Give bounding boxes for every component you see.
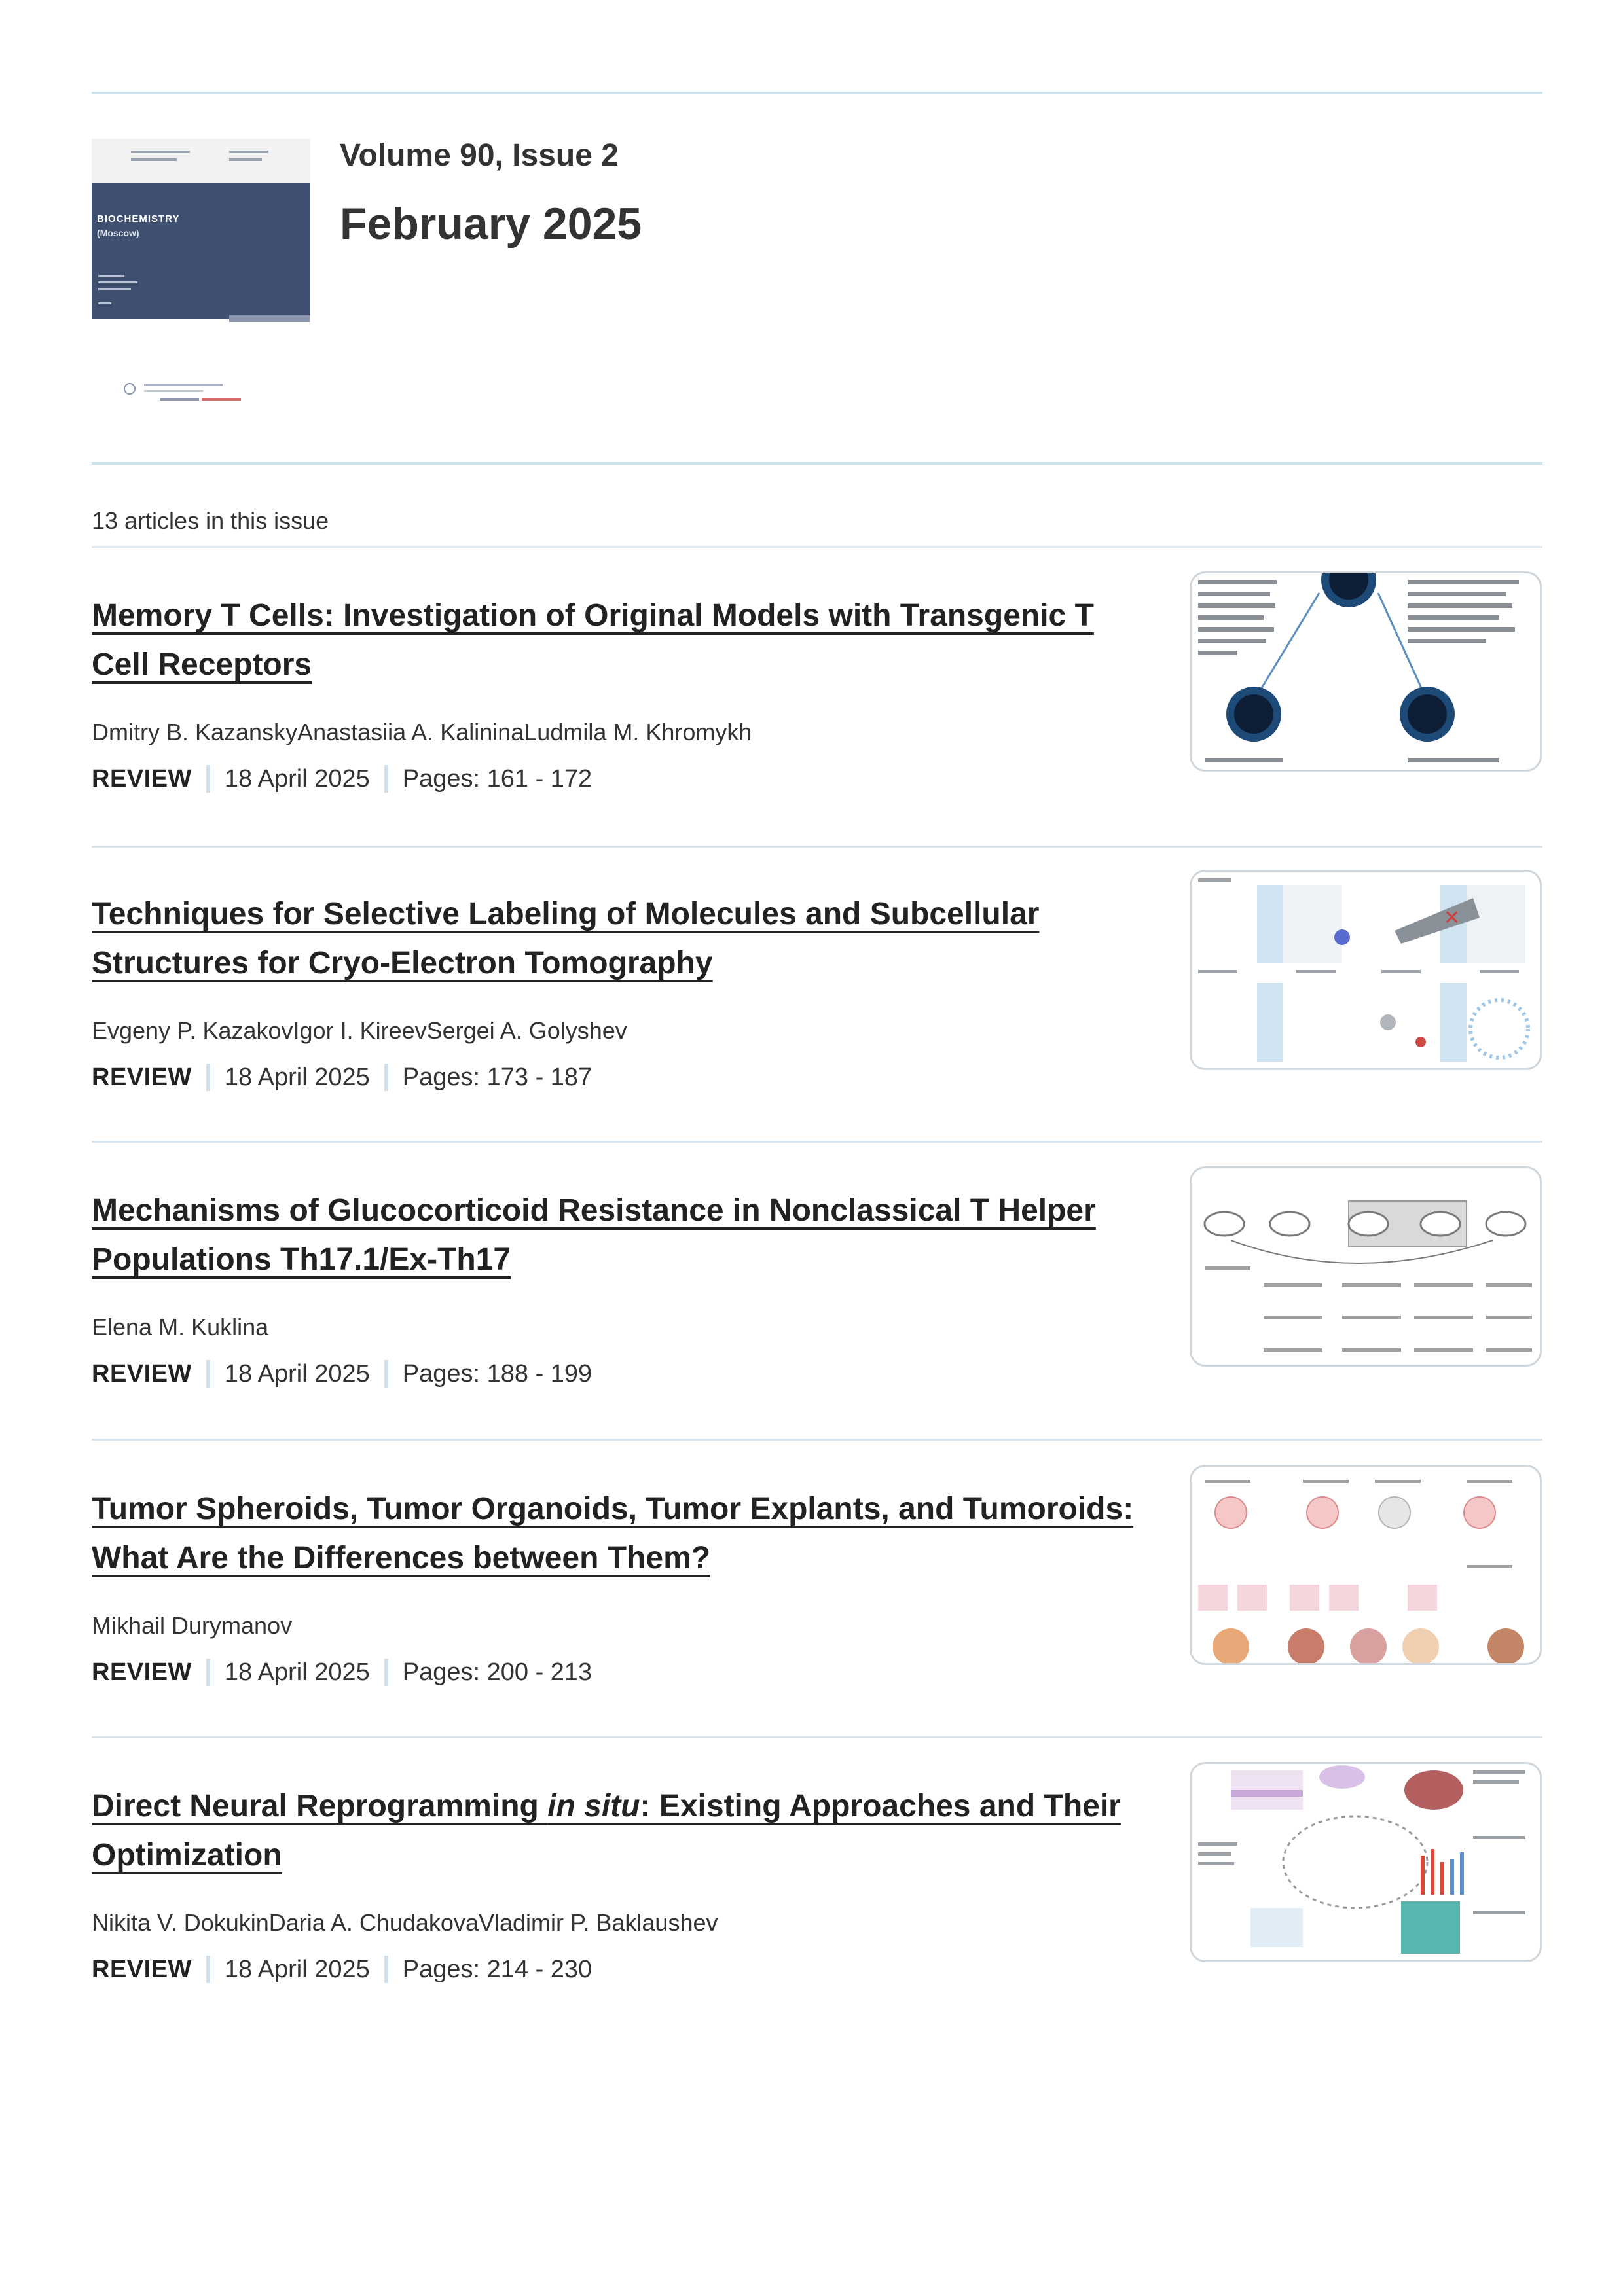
article-date: 18 April 2025 — [224, 764, 370, 793]
cover-header — [92, 139, 310, 183]
article-thumbnail[interactable] — [1190, 1465, 1542, 1665]
meta-separator — [384, 1659, 388, 1686]
article-authors: Elena M. Kuklina — [92, 1314, 269, 1340]
article-pages: Pages: 200 - 213 — [402, 1658, 593, 1686]
top-divider — [92, 92, 1542, 94]
article-meta — [92, 1953, 592, 1986]
meta-separator — [206, 1956, 210, 1983]
meta-separator — [206, 1064, 210, 1091]
article-pages: Pages: 173 - 187 — [402, 1063, 593, 1091]
article-thumbnail[interactable] — [1190, 1166, 1542, 1367]
article-date: 18 April 2025 — [224, 1359, 370, 1388]
article-item — [92, 1484, 1542, 1720]
article-meta — [92, 1357, 592, 1390]
article-authors: Evgeny P. KazakovIgor I. KireevSergei A. Golyshev — [92, 1017, 627, 1044]
article-type: REVIEW — [92, 1658, 192, 1686]
issue-date: February 2025 — [340, 199, 642, 249]
journal-cover-image[interactable] — [92, 139, 310, 322]
meta-separator — [206, 765, 210, 793]
article-type: REVIEW — [92, 1359, 192, 1388]
article-title-link[interactable]: Memory T Cells: Investigation of Original Models with Transgenic T Cell Receptors — [92, 598, 1094, 682]
article-divider — [92, 846, 1542, 848]
article-title-link[interactable]: Techniques for Selective Labeling of Molecules and Subcellular Structures for Cryo-Electron Tomography — [92, 897, 1040, 980]
header-divider — [92, 462, 1542, 465]
article-thumbnail[interactable] — [1190, 1762, 1542, 1962]
article-type: REVIEW — [92, 764, 192, 793]
cover-body — [92, 183, 310, 319]
article-meta — [92, 1656, 592, 1689]
article-authors: Nikita V. DokukinDaria A. ChudakovaVladimir P. Baklaushev — [92, 1909, 718, 1936]
cover-journal-title: BIOCHEMISTRY — [97, 213, 180, 224]
publisher-logo — [120, 374, 284, 407]
article-divider — [92, 1439, 1542, 1441]
article-thumbnail[interactable] — [1190, 571, 1542, 772]
meta-separator — [384, 765, 388, 793]
meta-separator — [384, 1064, 388, 1091]
meta-separator — [206, 1360, 210, 1388]
article-authors: Dmitry B. KazanskyAnastasiia A. KalininaLudmila M. Khromykh — [92, 719, 752, 745]
article-pages: Pages: 161 - 172 — [402, 764, 593, 793]
cover-journal-subtitle: (Moscow) — [97, 228, 139, 238]
meta-separator — [384, 1360, 388, 1388]
article-date: 18 April 2025 — [224, 1063, 370, 1091]
article-item — [92, 889, 1542, 1125]
article-title-link[interactable]: Direct Neural Reprogramming in situ: Existing Approaches and Their Optimization — [92, 1789, 1121, 1873]
article-item — [92, 1186, 1542, 1422]
article-pages: Pages: 214 - 230 — [402, 1955, 593, 1983]
article-divider — [92, 1736, 1542, 1738]
article-date: 18 April 2025 — [224, 1658, 370, 1686]
count-divider — [92, 546, 1542, 548]
article-item — [92, 1782, 1542, 2017]
article-title-link[interactable]: Mechanisms of Glucocorticoid Resistance in Nonclassical T Helper Populations Th17.1/Ex-Th17 — [92, 1193, 1096, 1277]
publisher-logo-graphic — [120, 374, 284, 407]
cover-strip — [229, 315, 310, 322]
article-date: 18 April 2025 — [224, 1955, 370, 1983]
article-item — [92, 591, 1542, 827]
article-meta — [92, 1061, 592, 1094]
article-thumbnail[interactable] — [1190, 870, 1542, 1070]
article-divider — [92, 1141, 1542, 1143]
article-title-link[interactable]: Tumor Spheroids, Tumor Organoids, Tumor Explants, and Tumoroids: What Are the Differences between Them? — [92, 1492, 1134, 1575]
articles-count: 13 articles in this issue — [92, 507, 329, 534]
meta-separator — [384, 1956, 388, 1983]
article-type: REVIEW — [92, 1955, 192, 1983]
article-meta — [92, 762, 592, 795]
svg-text:✕: ✕ — [1444, 907, 1461, 929]
meta-separator — [206, 1659, 210, 1686]
issue-volume: Volume 90, Issue 2 — [340, 138, 619, 173]
article-pages: Pages: 188 - 199 — [402, 1359, 593, 1388]
article-type: REVIEW — [92, 1063, 192, 1091]
article-authors: Mikhail Durymanov — [92, 1612, 293, 1639]
